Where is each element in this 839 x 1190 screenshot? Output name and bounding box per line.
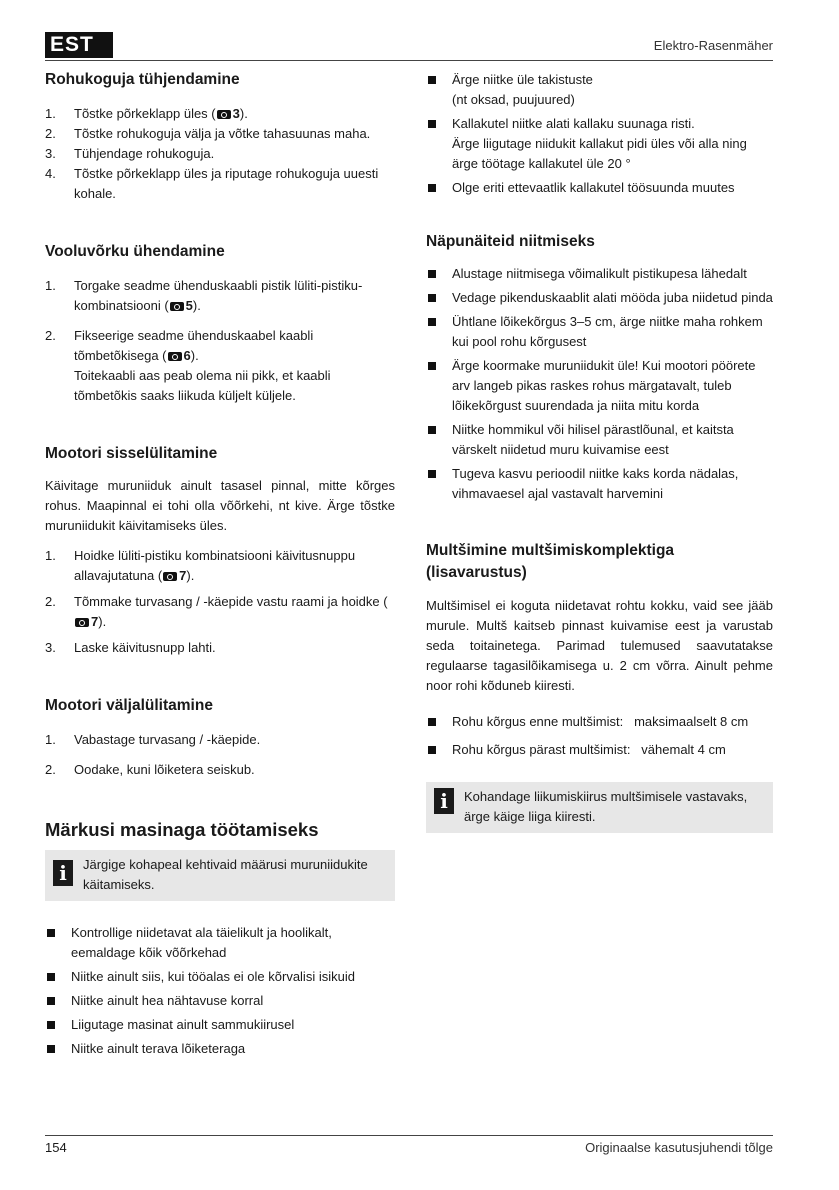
- section-title-power: Vooluvõrku ühendamine: [45, 243, 225, 260]
- camera-icon: [163, 572, 177, 581]
- list-item: Liigutage masinat ainult sammukiirusel: [45, 1015, 395, 1035]
- section-title-working-notes: Märkusi masinaga töötamiseks: [45, 819, 319, 840]
- info-icon: i: [434, 788, 454, 814]
- section-title-engine-start: Mootori sisselülitamine: [45, 445, 218, 462]
- list-item: 3. Tühjendage rohukoguja.: [45, 146, 215, 161]
- list-item: 3. Laske käivitusnupp lahti.: [45, 640, 216, 655]
- list-item: Ärge niitke üle takistuste (nt oksad, puujuured): [426, 70, 773, 110]
- list-item: Ärge koormake muruniidukit üle! Kui mootori pöörete arv langeb pikas raskes rohus märgatavalt, tuleb lõikekõrgust suurendada ja niita mitu korda: [426, 356, 773, 416]
- list-item: 2. Tõmmake turvasang / -käepide vastu raami ja hoidke (7).: [45, 594, 388, 629]
- list-item: 2. Fikseerige seadme ühenduskaabel kaabli tõmbetõkisega ( 6). Toitekaabli aas peab olema nii pikk, et kaabli tõmbetõkis saaks liikuda küljelt küljele.: [45, 328, 331, 403]
- slope-notes-list: [426, 70, 773, 198]
- list-item: 2. Oodake, kuni lõiketera seiskub.: [45, 762, 255, 777]
- list-item: Alustage niitmisega võimalikult pistikupesa lähedalt: [426, 264, 773, 284]
- list-item: Niitke ainult terava lõiketeraga: [45, 1039, 395, 1059]
- emptying-steps: [45, 104, 395, 204]
- list-item: Niitke ainult hea nähtavuse korral: [45, 991, 395, 1011]
- list-item: Rohu kõrgus pärast multšimist: vähemalt 4 cm: [426, 740, 773, 760]
- mulching-paragraph: Multšimisel ei koguta niidetavat rohtu kokku, vaid see jääb murule. Multš kaitseb pinnast kuivamise eest ja varustab seda toitainetega. Parimad tulemused saavutatakse regulaarse tagasilõikamisega u. 2 cm võrra. Ainult pehme noor rohi kõduneb kiiresti.: [426, 598, 773, 693]
- mowing-tips-list: [426, 264, 773, 504]
- list-item: Olge eriti ettevaatlik kallakutel töösuunda muutes: [426, 178, 773, 198]
- footer-title: Originaalse kasutusjuhendi tõlge: [585, 1140, 773, 1155]
- camera-icon: [170, 302, 184, 311]
- list-item: Tugeva kasvu perioodil niitke kaks korda nädalas, vihmavaesel ajal vastavalt harvemini: [426, 464, 773, 504]
- section-title-engine-stop: Mootori väljalülitamine: [45, 697, 213, 714]
- header-title: Elektro-Rasenmäher: [653, 38, 773, 53]
- power-steps: [45, 276, 395, 406]
- info-note: i Kohandage liikumiskiirus multšimisele vastavaks, ärge käige liiga kiiresti.: [426, 782, 773, 833]
- list-item: 4. Tõstke põrkeklapp üles ja riputage rohukoguja uuesti kohale.: [45, 166, 379, 201]
- list-item: Rohu kõrgus enne multšimist: maksimaalselt 8 cm: [426, 712, 773, 732]
- engine-stop-steps: [45, 730, 395, 780]
- mulching-heights-list: [426, 712, 773, 760]
- list-item: 2. Tõstke rohukoguja välja ja võtke tahasuunas maha.: [45, 126, 371, 141]
- list-item: 1. Tõstke põrkeklapp üles ( 3).: [45, 106, 248, 121]
- section-title-mowing-tips: Näpunäiteid niitmiseks: [426, 233, 595, 250]
- list-item: Vedage pikenduskaablit alati mööda juba niidetud pinda: [426, 288, 773, 308]
- info-note: i Järgige kohapeal kehtivaid määrusi muruniidukite käitamiseks.: [45, 850, 395, 901]
- engine-start-steps: [45, 546, 395, 658]
- camera-icon: [75, 618, 89, 627]
- list-item: Niitke ainult siis, kui tööalas ei ole kõrvalisi isikuid: [45, 967, 395, 987]
- page-number: 154: [45, 1140, 67, 1155]
- list-item: Kallakutel niitke alati kallaku suunaga risti. Ärge liigutage niidukit kallakut pidi üles või alla ning ärge töötage kallakutel üle 20 °: [426, 114, 773, 174]
- camera-icon: [168, 352, 182, 361]
- right-column: [426, 60, 773, 833]
- engine-start-paragraph: Käivitage muruniiduk ainult tasasel pinnal, mitte kõrges rohus. Maapinnal ei tohi olla võõrkehi, nt kive. Ärge tõstke muruniidukit käivitamiseks üles.: [45, 478, 395, 533]
- list-item: 1. Vabastage turvasang / -käepide.: [45, 732, 261, 747]
- list-item: Ühtlane lõikekõrgus 3–5 cm, ärge niitke maha rohkem kui pool rohu kõrgusest: [426, 312, 773, 352]
- list-item: Niitke hommikul või hilisel pärastlõunal, et kaitsta värskelt niidetud muru kuivamise eest: [426, 420, 773, 460]
- camera-icon: [217, 110, 231, 119]
- info-icon: i: [53, 860, 73, 886]
- list-item: 1. Torgake seadme ühenduskaabli pistik lüliti-pistiku-kombinatsiooni ( 5).: [45, 278, 363, 313]
- language-badge: EST: [45, 32, 113, 58]
- page-header: [45, 30, 773, 61]
- section-title-mulching: Multšimine multšimiskomplektiga (lisavarustus): [426, 542, 675, 581]
- section-title-emptying: Rohukoguja tühjendamine: [45, 71, 240, 88]
- list-item: 1. Hoidke lüliti-pistiku kombinatsiooni käivitusnuppu allavajutatuna ( 7).: [45, 548, 356, 583]
- working-notes-list: [45, 923, 395, 1059]
- page-footer: [45, 1135, 773, 1155]
- list-item: Kontrollige niidetavat ala täielikult ja hoolikalt, eemaldage kõik võõrkehad: [45, 923, 395, 963]
- left-column: [45, 60, 395, 1059]
